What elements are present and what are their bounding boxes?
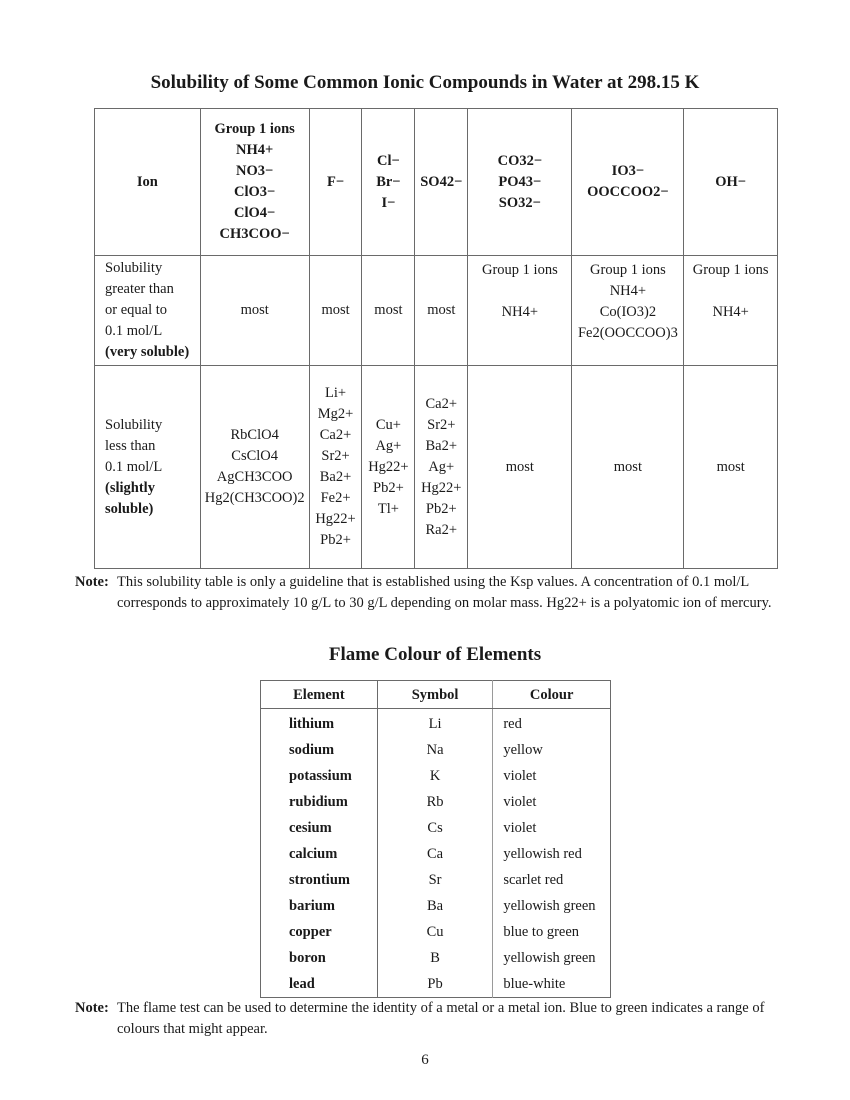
symbol-cell: Rb bbox=[377, 789, 493, 815]
flame-row bbox=[261, 893, 611, 919]
ion-formula: Br− bbox=[376, 173, 401, 190]
flame-row bbox=[261, 763, 611, 789]
element-cell: rubidium bbox=[261, 789, 378, 815]
page-number: 6 bbox=[421, 1052, 429, 1068]
flame-row bbox=[261, 867, 611, 893]
cell-ss-carbonate-group: most bbox=[468, 366, 572, 569]
flame-row bbox=[261, 971, 611, 998]
flame-row bbox=[261, 709, 611, 738]
cell-ss-halides bbox=[362, 366, 415, 569]
ion-formula: Hg22+ bbox=[421, 479, 462, 496]
ion-formula: Mg2+ bbox=[317, 406, 354, 422]
solubility-note bbox=[75, 572, 795, 614]
flame-body bbox=[261, 709, 611, 998]
flame-row bbox=[261, 789, 611, 815]
label-line: or equal to bbox=[105, 302, 168, 318]
ion-formula: ClO4− bbox=[234, 205, 276, 221]
cell-vs-carbonate-group bbox=[468, 256, 572, 366]
cell-ss-sulfate bbox=[415, 366, 468, 569]
colour-cell: violet bbox=[503, 820, 537, 836]
slightly-soluble-row bbox=[95, 366, 778, 569]
cell-line: Fe2(OOCCOO)3 bbox=[577, 325, 678, 341]
colour-cell: yellowish green bbox=[503, 950, 596, 966]
symbol-cell: B bbox=[377, 945, 493, 971]
ion-formula: Hg22+ bbox=[368, 458, 409, 475]
colour-header: Colour bbox=[493, 681, 611, 709]
label-line: 0.1 mol/L bbox=[105, 458, 163, 475]
label-line: less than bbox=[105, 437, 156, 454]
ion-formula: PO43− bbox=[498, 173, 542, 190]
flame-header-row bbox=[261, 681, 611, 709]
flame-row bbox=[261, 919, 611, 945]
very-soluble-label bbox=[95, 256, 201, 366]
symbol-cell: K bbox=[377, 763, 493, 789]
flame-row bbox=[261, 841, 611, 867]
group1-label: Group 1 ions bbox=[214, 121, 295, 137]
colour-cell: violet bbox=[503, 768, 537, 784]
label-line-bold: soluble) bbox=[105, 500, 154, 517]
ion-formula: Ra2+ bbox=[425, 521, 458, 538]
colour-cell: yellowish green bbox=[503, 898, 596, 914]
colour-cell: yellowish red bbox=[503, 846, 582, 862]
symbol-cell: Sr bbox=[377, 867, 493, 893]
cell-line: NH4+ bbox=[712, 304, 749, 320]
ion-formula: Sr2+ bbox=[321, 448, 350, 464]
element-cell: barium bbox=[261, 893, 378, 919]
element-cell: sodium bbox=[261, 737, 378, 763]
symbol-cell: Cs bbox=[377, 815, 493, 841]
element-cell: lead bbox=[261, 971, 378, 998]
cell-line: Group 1 ions bbox=[692, 262, 769, 278]
ion-formula: CH3COO− bbox=[219, 226, 290, 242]
label-line: greater than bbox=[105, 281, 174, 297]
cell-vs-fluoride: most bbox=[309, 256, 362, 366]
cell-vs-sulfate: most bbox=[415, 256, 468, 366]
element-cell: calcium bbox=[261, 841, 378, 867]
compound-formula: Hg2(CH3COO)2 bbox=[204, 490, 305, 506]
cell-ss-fluoride bbox=[309, 366, 362, 569]
hydroxide-header bbox=[684, 109, 778, 256]
flame-row bbox=[261, 945, 611, 971]
flame-note bbox=[75, 998, 795, 1040]
ion-formula: Ba2+ bbox=[319, 469, 352, 485]
compound-formula: RbClO4 bbox=[230, 427, 279, 443]
cell-line: NH4+ bbox=[609, 283, 647, 299]
ion-formula: CO32− bbox=[497, 152, 543, 169]
cell-line: NH4+ bbox=[501, 304, 539, 320]
colour-cell: blue-white bbox=[503, 976, 566, 992]
ion-formula: ClO3− bbox=[234, 184, 276, 200]
ion-formula: Hg22+ bbox=[315, 511, 356, 527]
cell-vs-group1: most bbox=[200, 256, 309, 366]
flame-row bbox=[261, 815, 611, 841]
ion-formula: Cu+ bbox=[375, 416, 401, 433]
cell-ss-group1 bbox=[200, 366, 309, 569]
cell-line: Co(IO3)2 bbox=[599, 304, 657, 320]
halides-header bbox=[362, 109, 415, 256]
cell-vs-hydroxide bbox=[684, 256, 778, 366]
header-row bbox=[95, 109, 778, 256]
ion-header: Ion bbox=[95, 109, 201, 256]
cell-vs-halides: most bbox=[362, 256, 415, 366]
label-line: Solubility bbox=[105, 416, 163, 433]
ion-formula: Cl− bbox=[377, 152, 400, 169]
ion-formula: I− bbox=[381, 194, 396, 211]
ion-formula: SO42− bbox=[420, 173, 463, 190]
colour-cell: scarlet red bbox=[503, 872, 564, 888]
symbol-cell: Cu bbox=[377, 919, 493, 945]
note-text: This solubility table is only a guideline that is established using the Ksp values. A concentration of 0.1 mol/L corresponds to approximately 10 g/L to 30 g/L depending on molar mass. Hg22+ is a polyatomic ion of mercury. bbox=[117, 574, 772, 611]
ion-formula: Sr2+ bbox=[427, 416, 456, 433]
ion-formula: Ag+ bbox=[375, 437, 402, 454]
ion-formula: Li+ bbox=[325, 385, 347, 401]
solubility-title: Solubility of Some Common Ionic Compounds in Water at 298.15 K bbox=[150, 72, 700, 93]
cell-ss-hydroxide: most bbox=[684, 366, 778, 569]
note-text: The flame test can be used to determine the identity of a metal or a metal ion. Blue to green indicates a range of colours that might appear. bbox=[117, 1000, 765, 1037]
element-cell: boron bbox=[261, 945, 378, 971]
element-cell: copper bbox=[261, 919, 378, 945]
compound-formula: AgCH3COO bbox=[216, 469, 293, 485]
symbol-cell: Li bbox=[377, 709, 493, 738]
flame-title: Flame Colour of Elements bbox=[328, 644, 542, 665]
solubility-table bbox=[94, 108, 778, 569]
cell-line: Group 1 ions bbox=[481, 262, 558, 278]
ion-formula: OOCCOO2− bbox=[587, 184, 669, 200]
symbol-cell: Pb bbox=[377, 971, 493, 998]
label-line-bold: (very soluble) bbox=[105, 344, 190, 360]
element-cell: cesium bbox=[261, 815, 378, 841]
element-cell: strontium bbox=[261, 867, 378, 893]
element-header: Element bbox=[261, 681, 378, 709]
very-soluble-row bbox=[95, 256, 778, 366]
note-label: Note: bbox=[75, 574, 109, 590]
symbol-cell: Ca bbox=[377, 841, 493, 867]
ion-formula: Ca2+ bbox=[425, 395, 458, 412]
ion-formula: F− bbox=[326, 173, 345, 190]
colour-cell: blue to green bbox=[503, 924, 580, 940]
label-line: Solubility bbox=[105, 260, 163, 276]
ion-formula: SO32− bbox=[498, 194, 541, 211]
cell-vs-iodate-group bbox=[572, 256, 684, 366]
carbonate-group-header bbox=[468, 109, 572, 256]
element-cell: lithium bbox=[261, 709, 378, 738]
slightly-soluble-label bbox=[95, 366, 201, 569]
symbol-header: Symbol bbox=[377, 681, 493, 709]
colour-cell: red bbox=[503, 716, 522, 732]
element-cell: potassium bbox=[261, 763, 378, 789]
ion-formula: NO3− bbox=[236, 163, 274, 179]
ion-formula: Tl+ bbox=[377, 500, 399, 517]
colour-cell: yellow bbox=[503, 742, 543, 758]
ion-formula: Ca2+ bbox=[319, 427, 352, 443]
cell-line: Group 1 ions bbox=[590, 262, 666, 278]
iodate-group-header bbox=[572, 109, 684, 256]
flame-table bbox=[260, 680, 611, 998]
symbol-cell: Na bbox=[377, 737, 493, 763]
label-line-bold: (slightly bbox=[105, 479, 155, 496]
label-line: 0.1 mol/L bbox=[105, 323, 163, 339]
cell-ss-iodate-group: most bbox=[572, 366, 684, 569]
colour-cell: violet bbox=[503, 794, 537, 810]
ion-formula: Fe2+ bbox=[320, 490, 351, 506]
ion-formula: IO3− bbox=[611, 163, 645, 179]
flame-row bbox=[261, 737, 611, 763]
sulfate-header bbox=[415, 109, 468, 256]
compound-formula: CsClO4 bbox=[231, 448, 279, 464]
note-label: Note: bbox=[75, 1000, 109, 1016]
ion-formula: NH4+ bbox=[236, 142, 274, 158]
ion-formula: Pb2+ bbox=[425, 500, 457, 517]
group1-header bbox=[200, 109, 309, 256]
ion-formula: Ba2+ bbox=[425, 437, 458, 454]
ion-formula: Pb2+ bbox=[373, 479, 404, 496]
symbol-cell: Ba bbox=[377, 893, 493, 919]
ion-formula: Ag+ bbox=[428, 458, 455, 475]
ion-formula: Pb2+ bbox=[320, 532, 351, 548]
fluoride-header bbox=[309, 109, 362, 256]
ion-formula: OH− bbox=[715, 173, 747, 190]
